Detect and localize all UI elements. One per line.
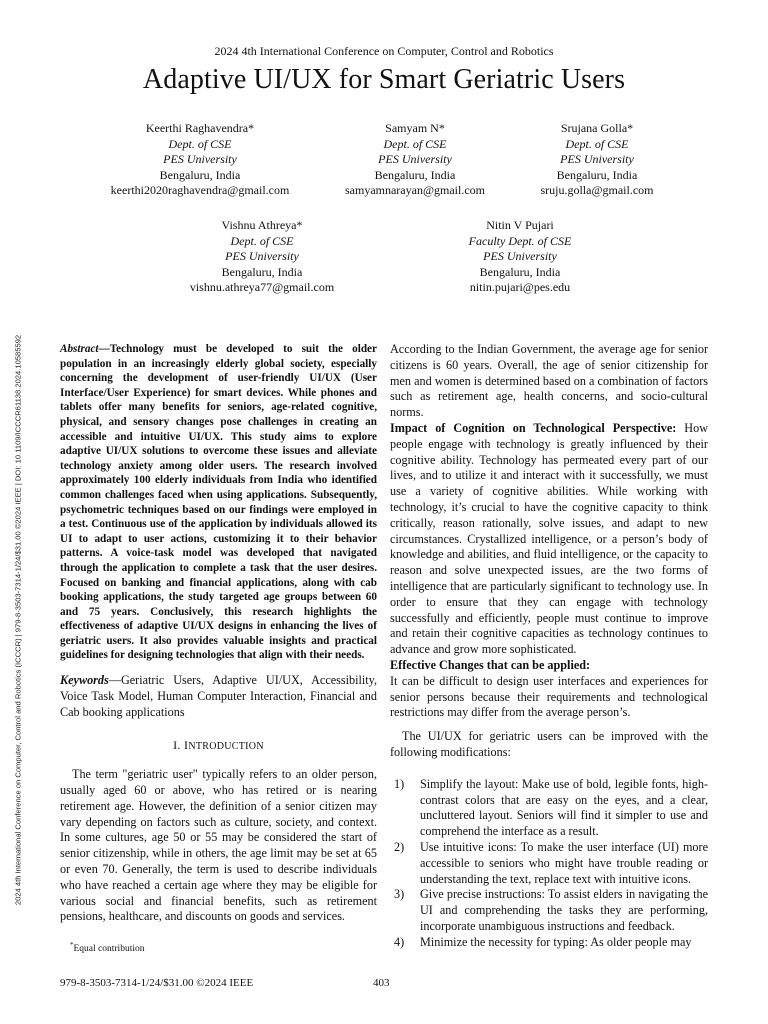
heading-effective-changes: Effective Changes that can be applied:: [390, 657, 591, 672]
author-email: keerthi2020raghavendra@gmail.com: [110, 183, 290, 197]
author-city: Bengaluru, India: [374, 167, 456, 182]
author-university: PES University: [560, 152, 634, 166]
list-item: [392, 887, 708, 934]
author-block: [522, 121, 672, 199]
author-city: Bengaluru, India: [479, 264, 561, 279]
author-email: sruju.golla@gmail.com: [540, 183, 654, 197]
list-item: [392, 777, 708, 840]
list-item-text: Use intuitive icons: To make the user interface (UI) more accessible to seniors who might have trouble reading or understanding the text, replace text with intuitive icons.: [420, 839, 708, 886]
author-name: Keerthi Raghavendra*: [145, 121, 255, 135]
author-city: Bengaluru, India: [556, 167, 638, 182]
keywords-text: —Geriatric Users, Adaptive UI/UX, Accessibility, Voice Task Model, Human Computer Interaction, Financial and Cab booking applications: [60, 673, 377, 719]
author-block: [100, 121, 300, 199]
section-heading-text: NTRODUCTION: [188, 741, 264, 753]
keywords-label: Keywords: [60, 673, 109, 688]
author-university: PES University: [225, 249, 299, 263]
author-university: PES University: [483, 249, 557, 263]
footnote-text: Equal contribution: [73, 944, 145, 955]
paragraph-improvements: The UI/UX for geriatric users can be improved with the following modifications:: [390, 729, 708, 759]
section-heading-introduction: [60, 738, 377, 755]
author-name: Vishnu Athreya*: [221, 218, 303, 232]
author-city: Bengaluru, India: [221, 264, 303, 279]
author-university: PES University: [378, 152, 452, 166]
author-university: PES University: [163, 152, 237, 166]
abstract-label: Abstract: [60, 343, 99, 355]
list-item-text: Minimize the necessity for typing: As older people may: [420, 934, 692, 949]
paragraph-cognition: [390, 421, 708, 658]
list-item-number: 1): [394, 776, 405, 791]
author-dept: Dept. of CSE: [565, 136, 629, 151]
paragraph-cognition-text: How people engage with technology is greatly influenced by their cognitive ability. Technology has permeated every part of our lives, and to utilize it and interact with it successfully, we must use a variety of cognitive abilities. While working with technology, it’s crucial to have the cognitive capacity to think critically, reason rationally, solve issues, and adapt to new circumstances. Crystallized intelligence, or a person’s body of knowledge and abilities, and fluid intelligence, or the capacity to reason and solve unexpected issues, are the two forms of intelligence that are particularly significant to technology use. In order to ensure that they can engage with technology successfully and efficiently, people must continue to improve and retain their cognitive capacities as technology continues to advance and grow more sophisticated.: [390, 420, 708, 657]
list-item-number: 2): [394, 839, 405, 854]
author-dept: Dept. of CSE: [230, 233, 294, 248]
side-doi-strip: 2024 4th International Conference on Computer, Control and Robotics (ICCCR) | 979-8-3503-7314-1/24/$31.00 ©2024 IEEE | DOI: 10.1109/ICCCR61138.2024.10585592: [13, 334, 23, 906]
author-name: Samyam N*: [385, 121, 445, 135]
list-item-text: Simplify the layout: Make use of bold, legible fonts, high-contrast colors that are easy on the eyes, and a clear, uncluttered layout. Seniors will find it simpler to use and comprehend the interface as a result.: [420, 776, 708, 839]
run-in-heading-cognition: Impact of Cognition on Technological Perspective:: [390, 420, 677, 435]
author-email: samyamnarayan@gmail.com: [344, 183, 485, 197]
paragraph-effective-changes: It can be difficult to design user interfaces and experiences for senior persons because their requirements and technological restrictions may differ from the average person’s.: [390, 673, 708, 720]
author-dept: Dept. of CSE: [383, 136, 447, 151]
author-dept: Dept. of CSE: [168, 136, 232, 151]
paragraph-senior-age: According to the Indian Government, the average age for senior citizens is 60 years. Overall, the age of senior citizenship for men and women is determined based on a combination of factors such as retirement age, health concerns, and socio-cultural norms.: [390, 342, 708, 420]
page-number: 403: [373, 977, 390, 989]
list-item-number: 4): [394, 934, 405, 949]
list-item: [392, 935, 708, 951]
author-block: [177, 218, 347, 296]
section-number: I. I: [173, 738, 189, 753]
author-email: vishnu.athreya77@gmail.com: [189, 280, 335, 294]
author-name: Nitin V Pujari: [486, 218, 554, 232]
author-email: nitin.pujari@pes.edu: [469, 280, 571, 294]
footnote-mark: *: [70, 941, 74, 950]
right-column: [390, 342, 708, 950]
footnote: [60, 939, 377, 955]
author-block: [440, 218, 600, 296]
abstract-text: —Technology must be developed to suit the older population in an increasingly elderly global society, especially concerning the development of user-friendly UI/UX (User Interface/User Experience) for smart devices. While phones and tablets offer many benefits for seniors, age-related cognitive, physical, and sensory changes pose challenges in creating an accessible and intuitive UI/UX. This study aims to explore adaptive UI/UX solutions to overcome these issues and alleviate technology anxiety among older users. The research involved approximately 100 elderly individuals from India who identified common challenges faced when using applications. Subsequently, psychometric techniques based on our findings were employed in a test. Continuous use of the application by individuals allowed its UI to adapt to user actions, customizing it to their behavior patterns. A voice-task model was developed that navigated through the application to complete a task that the user desires. Focused on banking and financial applications, along with cab booking applications, the study targeted age groups between 60 and 75 years. Conclusively, this research highlights the effectiveness of adaptive UI/UX designs in enhancing the lives of geriatric users. It also provides valuable insights and practical guidelines for designing technologies that align with their needs.: [60, 343, 377, 662]
paper-title: Adaptive UI/UX for Smart Geriatric Users: [142, 64, 626, 95]
author-block: [320, 121, 510, 199]
conference-name: 2024 4th International Conference on Computer, Control and Robotics: [214, 44, 554, 58]
list-item-number: 3): [394, 887, 405, 902]
author-name: Srujana Golla*: [560, 121, 634, 135]
left-column: [60, 342, 377, 955]
author-city: Bengaluru, India: [159, 167, 241, 182]
footer-copyright: 979-8-3503-7314-1/24/$31.00 ©2024 IEEE: [60, 977, 254, 989]
author-dept: Faculty Dept. of CSE: [468, 233, 572, 248]
introduction-paragraph: The term "geriatric user" typically refers to an older person, usually aged 60 or above, who has retired or is nearing retirement age. However, the definition of a senior citizen may vary depending on factors such as culture, society, and context. In some cultures, age 50 or 55 may be considered the start of senior citizenship, while in others, the age limit may be set at 65 or even 70. Generally, the term is used to describe individuals who have reached a certain age where they may be eligible for various social and financial benefits, such as retirement pensions, healthcare, and discounts on goods and services.: [60, 767, 377, 924]
modifications-list: [390, 777, 708, 951]
keywords: [60, 673, 377, 720]
list-item: [392, 840, 708, 887]
abstract: [60, 342, 377, 663]
list-item-text: Give precise instructions: To assist elders in navigating the UI and comprehending the tasks they are performing, incorporate unambiguous instructions and feedback.: [420, 887, 708, 933]
